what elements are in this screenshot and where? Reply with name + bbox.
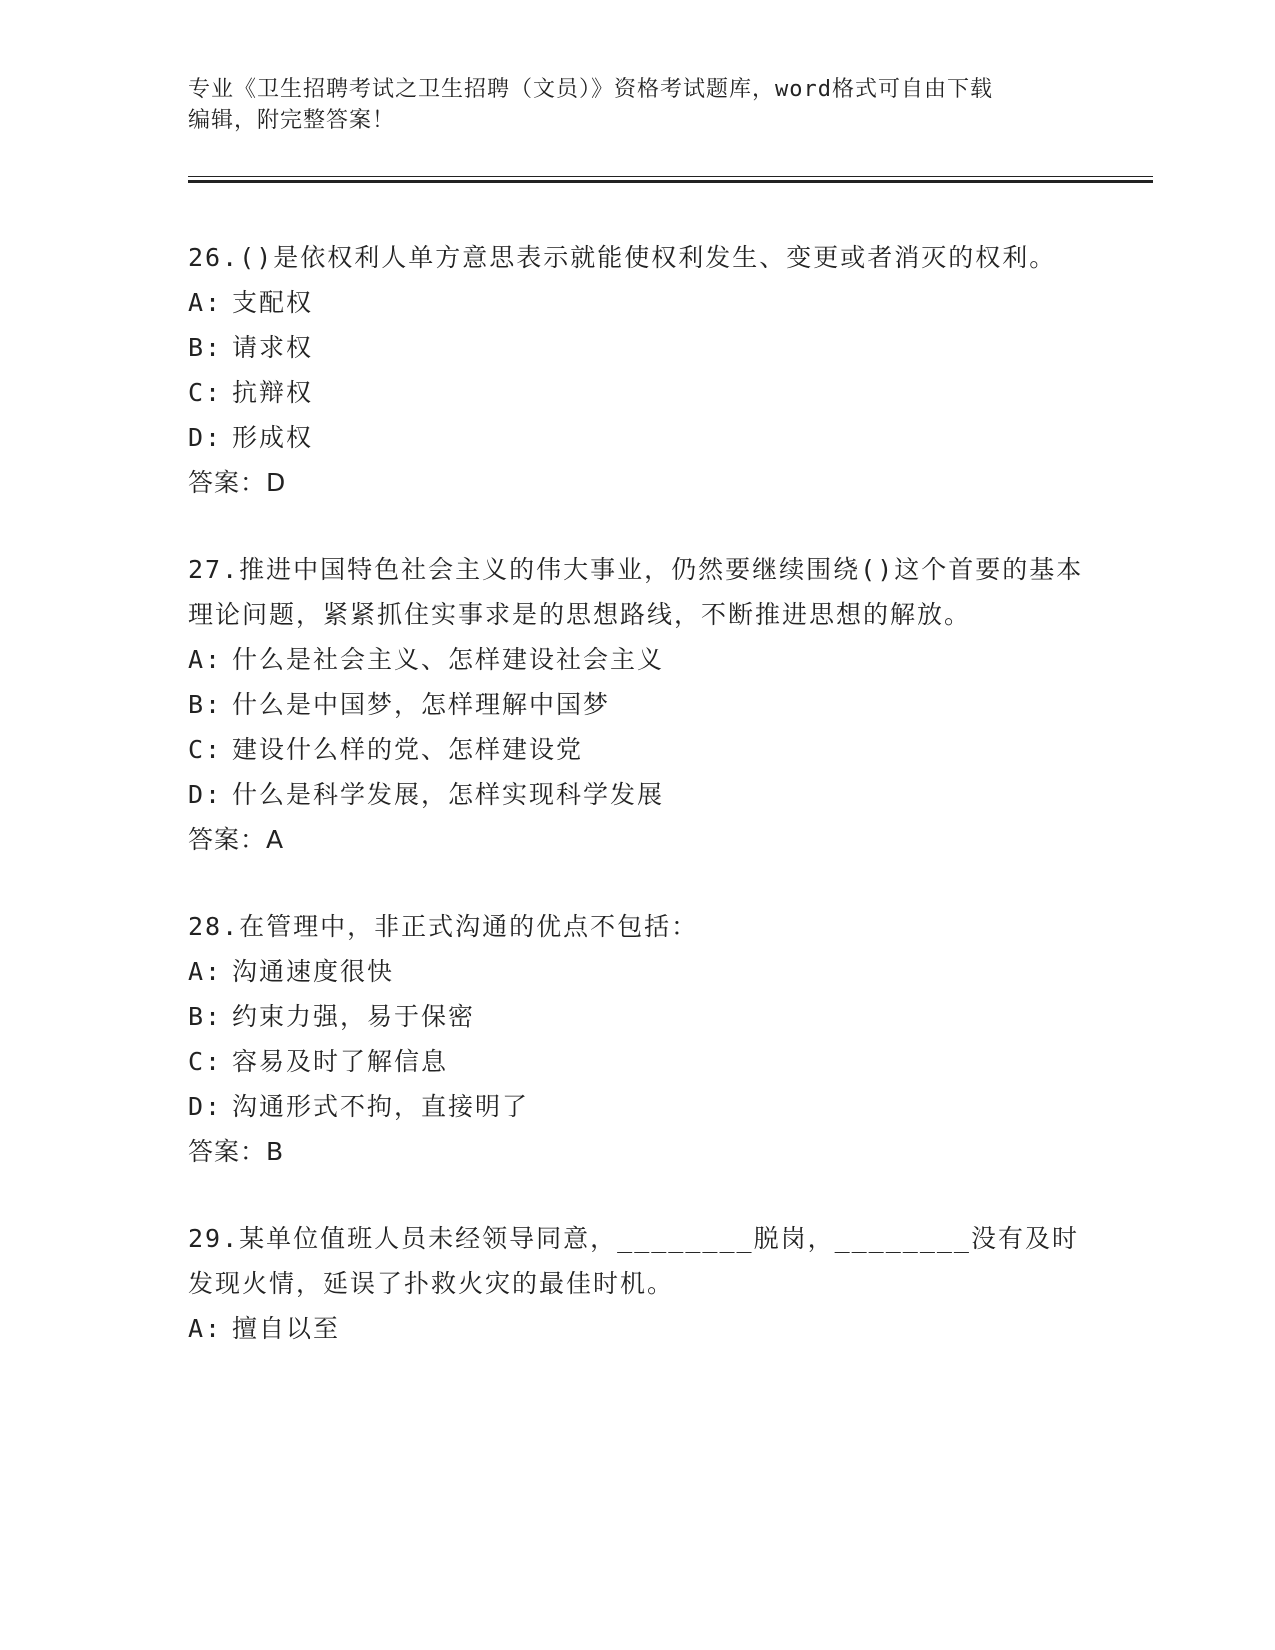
answer-line: 答案：A [188,825,285,854]
question-stem: 28.在管理中，非正式沟通的优点不包括： [188,912,699,941]
header-divider-thin [188,176,1153,177]
option-d [188,1084,1088,1129]
header-divider-thick [188,180,1153,183]
option-letter: C: [188,378,223,407]
option-b [188,994,1088,1039]
option-b [188,682,1088,727]
option-d [188,415,1088,460]
option-text: 什么是科学发展，怎样实现科学发展 [232,780,665,809]
option-a [188,637,1088,682]
option-c [188,370,1088,415]
option-a [188,949,1088,994]
option-letter: D: [188,1092,223,1121]
option-letter: A: [188,645,223,674]
option-text: 沟通形式不拘，直接明了 [232,1092,530,1121]
option-text: 请求权 [232,333,314,362]
option-letter: A: [188,288,223,317]
header-line-2: 编辑，附完整答案！ [188,108,396,133]
question-list [188,235,1088,1393]
option-text: 擅自以至 [232,1314,341,1343]
question-29 [188,1216,1088,1351]
option-letter: D: [188,423,223,452]
header-line-1: 专业《卫生招聘考试之卫生招聘（文员）》资格考试题库，word格式可自由下载 [188,77,993,102]
option-d [188,772,1088,817]
option-letter: A: [188,1314,223,1343]
answer-line: 答案：B [188,1137,285,1166]
option-letter: B: [188,690,223,719]
option-letter: D: [188,780,223,809]
question-28 [188,904,1088,1174]
question-27 [188,547,1088,862]
option-text: 建设什么样的党、怎样建设党 [232,735,584,764]
option-letter: B: [188,1002,223,1031]
option-c [188,727,1088,772]
option-letter: B: [188,333,223,362]
question-stem: 27.推进中国特色社会主义的伟大事业，仍然要继续围绕()这个首要的基本理论问题，紧紧抓住实事求是的思想路线，不断推进思想的解放。 [188,555,1084,629]
question-stem: 29.某单位值班人员未经领导同意，________脱岗，________没有及时发现火情，延误了扑救火灾的最佳时机。 [188,1224,1079,1298]
answer-line: 答案：D [188,468,287,497]
option-text: 形成权 [232,423,314,452]
option-letter: C: [188,735,223,764]
question-26 [188,235,1088,505]
option-letter: C: [188,1047,223,1076]
option-text: 支配权 [232,288,314,317]
option-a [188,1306,1088,1351]
option-text: 抗辩权 [232,378,314,407]
option-text: 容易及时了解信息 [232,1047,449,1076]
question-stem: 26.()是依权利人单方意思表示就能使权利发生、变更或者消灭的权利。 [188,243,1057,272]
option-a [188,280,1088,325]
option-letter: A: [188,957,223,986]
document-header [188,74,1088,136]
option-text: 沟通速度很快 [232,957,395,986]
option-b [188,325,1088,370]
option-c [188,1039,1088,1084]
option-text: 约束力强，易于保密 [232,1002,476,1031]
option-text: 什么是中国梦，怎样理解中国梦 [232,690,611,719]
option-text: 什么是社会主义、怎样建设社会主义 [232,645,665,674]
